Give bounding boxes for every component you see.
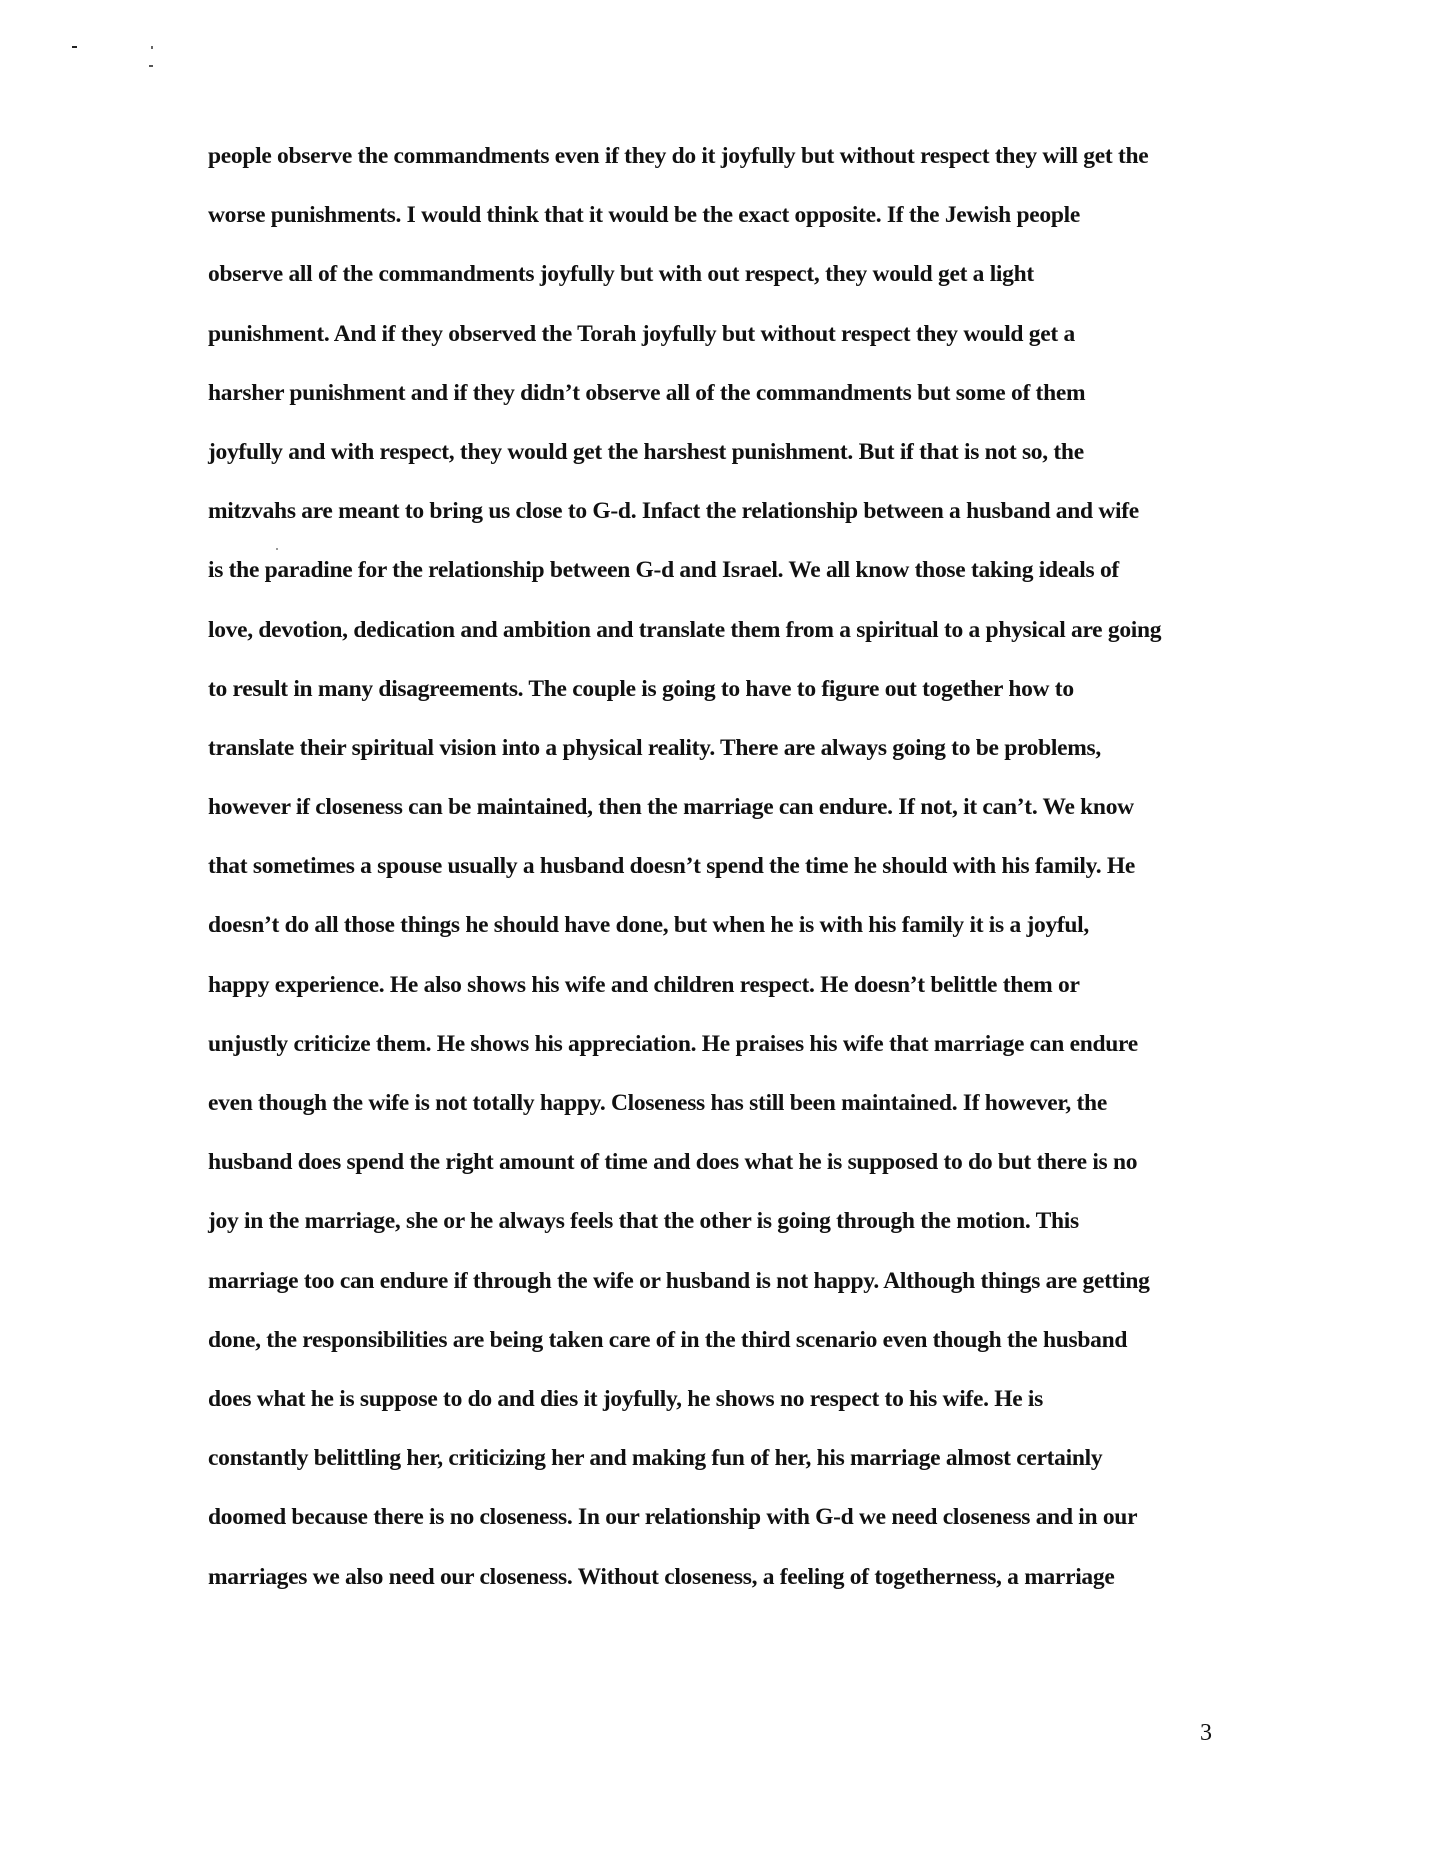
text-line: unjustly criticize them. He shows his appreciation. He praises his wife that marriage can endure xyxy=(208,1030,1138,1057)
text-line: husband does spend the right amount of time and does what he is supposed to do but there is no xyxy=(208,1149,1138,1176)
text-line: joyfully and with respect, they would get the harshest punishment. But if that is not so, the xyxy=(208,438,1084,465)
text-line: worse punishments. I would think that it would be the exact opposite. If the Jewish people xyxy=(208,202,1080,229)
text-line: marriages we also need our closeness. Without closeness, a feeling of togetherness, a marriage xyxy=(208,1563,1115,1590)
scan-artifact xyxy=(151,46,153,49)
text-line: even though the wife is not totally happy. Closeness has still been maintained. If however, the xyxy=(208,1090,1107,1116)
body-text xyxy=(208,136,1238,1616)
scan-artifact xyxy=(149,65,153,67)
text-line: harsher punishment and if they didn’t observe all of the commandments but some of them xyxy=(208,379,1086,406)
text-line: constantly belittling her, criticizing her and making fun of her, his marriage almost certainly xyxy=(208,1445,1103,1472)
text-line: marriage too can endure if through the wife or husband is not happy. Although things are getting xyxy=(208,1267,1150,1294)
text-line: mitzvahs are meant to bring us close to G-d. Infact the relationship between a husband and wife xyxy=(208,498,1139,525)
text-line: observe all of the commandments joyfully but with out respect, they would get a light xyxy=(208,261,1034,288)
text-line: people observe the commandments even if they do it joyfully but without respect they will get the xyxy=(208,143,1149,169)
text-line: translate their spiritual vision into a physical reality. There are always going to be problems, xyxy=(208,734,1101,761)
text-line: love, devotion, dedication and ambition and translate them from a spiritual to a physical are going xyxy=(208,616,1162,643)
text-line: to result in many disagreements. The couple is going to have to figure out together how to xyxy=(208,675,1074,702)
text-line: joy in the marriage, she or he always feels that the other is going through the motion. This xyxy=(208,1208,1079,1235)
text-line: done, the responsibilities are being taken care of in the third scenario even though the husband xyxy=(208,1326,1128,1353)
text-line: doomed because there is no closeness. In our relationship with G-d we need closeness and in our xyxy=(208,1504,1138,1531)
text-line: does what he is suppose to do and dies it joyfully, he shows no respect to his wife. He is xyxy=(208,1385,1043,1412)
text-line: happy experience. He also shows his wife and children respect. He doesn’t belittle them or xyxy=(208,971,1080,998)
text-line: punishment. And if they observed the Torah joyfully but without respect they would get a xyxy=(208,320,1075,347)
text-line: doesn’t do all those things he should have done, but when he is with his family it is a joyful, xyxy=(208,912,1089,939)
page-number: 3 xyxy=(1200,1720,1212,1746)
scan-artifact xyxy=(72,46,77,48)
text-line: however if closeness can be maintained, then the marriage can endure. If not, it can’t. We know xyxy=(208,794,1134,821)
text-line: is the paradine for the relationship between G-d and Israel. We all know those taking ideals of xyxy=(208,557,1119,584)
text-line: that sometimes a spouse usually a husband doesn’t spend the time he should with his family. He xyxy=(208,853,1135,880)
